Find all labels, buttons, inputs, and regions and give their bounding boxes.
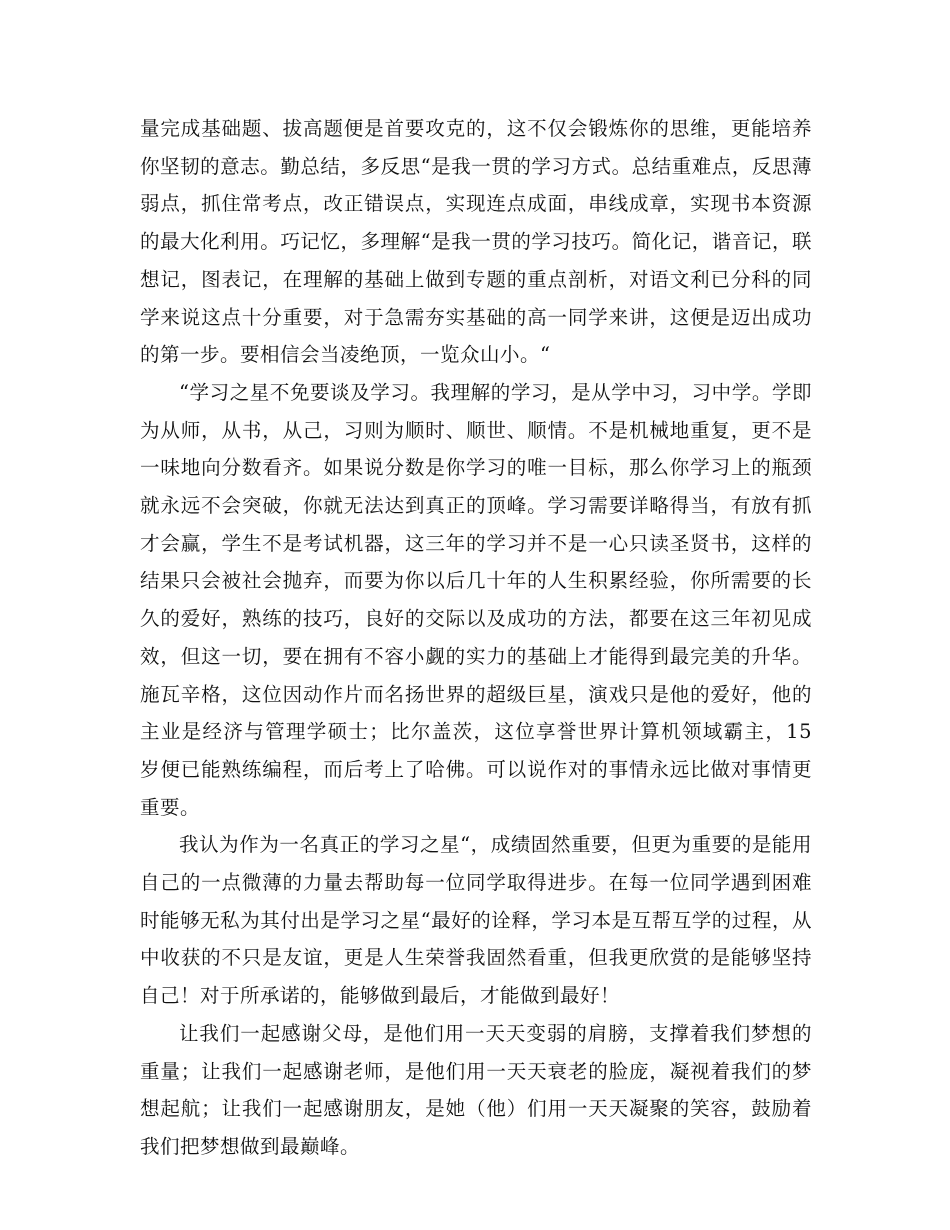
paragraph-3: 我认为作为一名真正的学习之星“，成绩固然重要，但更为重要的是能用自己的一点微薄的力量去帮助每一位同学取得进步。在每一位同学遇到困难时能够无私为其付出是学习之星“最好的诠释，学习本是互帮互学的过程，从中收获的不只是友谊，更是人生荣誉我固然看重，但我更欣赏的是能够坚持自己！对于所承诺的，能够做到最后，才能做到最好！ xyxy=(140,833,812,1008)
paragraph-1: 量完成基础题、拔高题便是首要攻克的，这不仅会锻炼你的思维，更能培养你坚韧的意志。勤总结，多反思“是我一贯的学习方式。总结重难点，反思薄弱点，抓住常考点，改正错误点，实现连点成面，串线成章，实现书本资源的最大化利用。巧记忆，多理解“是我一贯的学习技巧。简化记，谐音记，联想记，图表记，在理解的基础上做到专题的重点剖析，对语文利已分科的同学来说这点十分重要，对于急需夯实基础的高一同学来讲，这便是迈出成功的第一步。要相信会当凌绝顶，一览众山小。“ xyxy=(140,117,812,367)
paragraph-4: 让我们一起感谢父母，是他们用一天天变弱的肩膀，支撑着我们梦想的重量；让我们一起感谢老师，是他们用一天天衰老的脸庞，凝视着我们的梦想起航；让我们一起感谢朋友，是她（他）们用一天天凝聚的笑容，鼓励着我们把梦想做到最巅峰。 xyxy=(140,1021,812,1158)
paragraph-2: “学习之星不免要谈及学习。我理解的学习，是从学中习，习中学。学即为从师，从书，从己，习则为顺时、顺世、顺情。不是机械地重复，更不是一味地向分数看齐。如果说分数是你学习的唯一目标，那么你学习上的瓶颈就永远不会突破，你就无法达到真正的顶峰。学习需要详略得当，有放有抓才会赢，学生不是考试机器，这三年的学习并不是一心只读圣贤书，这样的结果只会被社会抛弃，而要为你以后几十年的人生积累经验，你所需要的长久的爱好，熟练的技巧，良好的交际以及成功的方法，都要在这三年初见成效，但这一切，要在拥有不容小觑的实力的基础上才能得到最完美的升华。施瓦辛格，这位因动作片而名扬世界的超级巨星，演戏只是他的爱好，他的主业是经济与管理学硕士；比尔盖茨，这位享誉世界计算机领域霸主，15 岁便已能熟练编程，而后考上了哈佛。可以说作对的事情永远比做对事情更重要。 xyxy=(140,380,812,819)
document-body xyxy=(140,110,812,1166)
